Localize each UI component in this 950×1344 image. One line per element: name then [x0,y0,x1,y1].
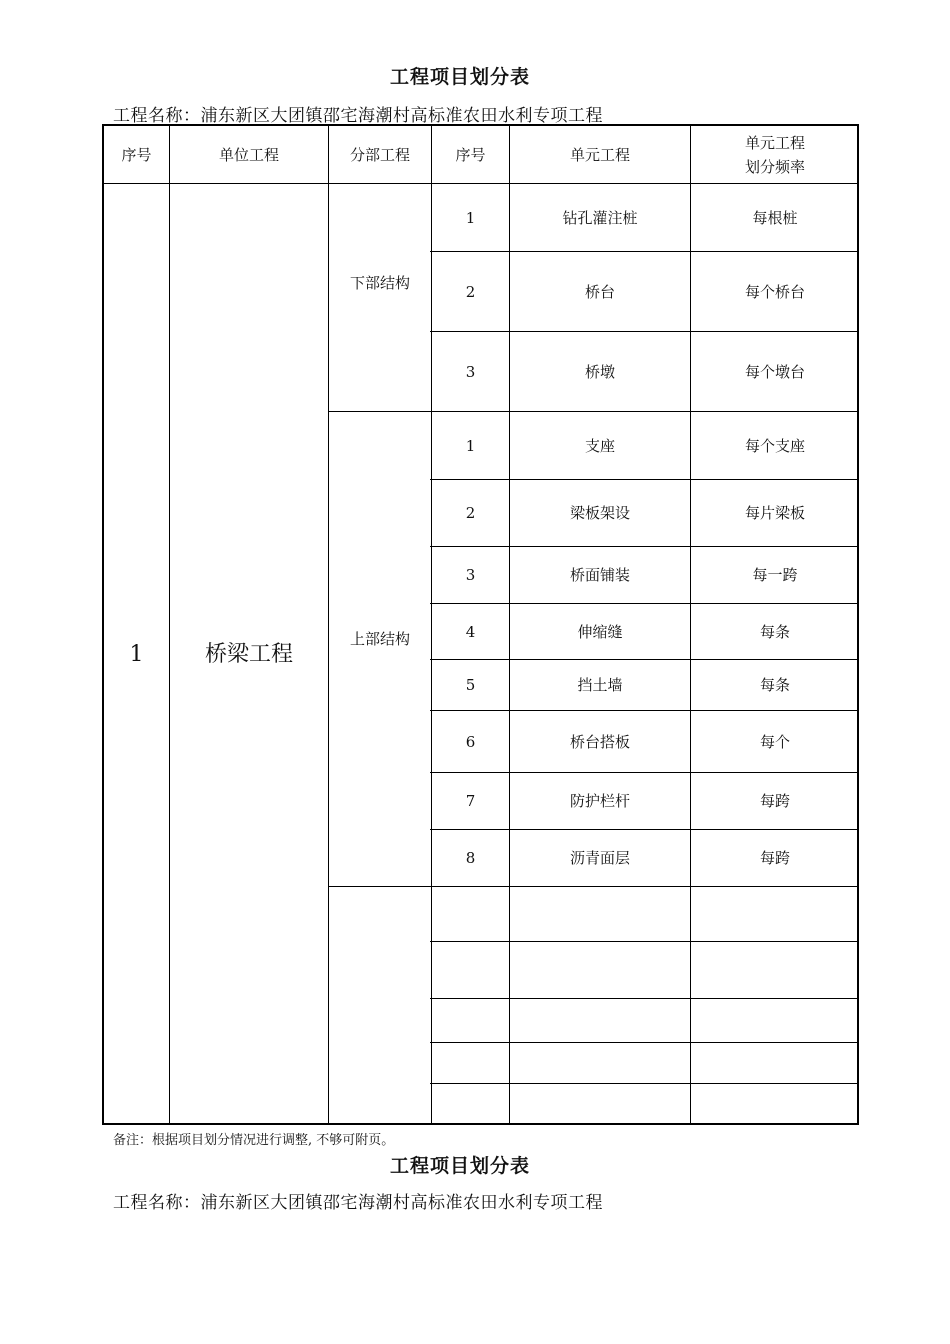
grid-line [328,411,857,412]
group-lower-structure: 下部结构 [349,274,410,292]
grid-line [430,710,857,711]
header-index-2: 序号 [455,145,486,164]
grid-line [690,126,691,1123]
grid-line [430,941,857,942]
table-note: 备注：根据项目划分情况进行调整, 不够可附页。 [113,1133,395,1148]
row-element: 梁板架设 [569,504,630,522]
row-frequency: 每个墩台 [744,362,805,381]
grid-line [430,331,857,332]
row-element: 桥台搭板 [569,732,630,751]
row-element: 桥面铺装 [569,566,630,584]
header-unit-project: 单位工程 [218,145,279,164]
grid-line [430,1083,857,1084]
header-frequency-line1: 单元工程 [744,133,805,152]
project-name: 工程名称：浦东新区大团镇邵宅海潮村高标准农田水利专项工程 [113,106,603,126]
page-title-2: 工程项目划分表 [389,1155,530,1177]
row-no: 1 [465,436,476,455]
row-no: 5 [465,676,476,694]
row-element: 钻孔灌注桩 [562,208,638,227]
row-frequency: 每条 [759,622,790,641]
grid-line [104,183,857,184]
row-frequency: 每跨 [759,849,790,867]
row-no: 2 [465,504,476,522]
row-frequency: 每跨 [759,792,790,810]
unit-name: 桥梁工程 [204,641,293,667]
row-element: 沥青面层 [569,849,630,867]
project-name-2: 工程名称：浦东新区大团镇邵宅海潮村高标准农田水利专项工程 [113,1193,603,1213]
grid-line [430,251,857,252]
header-frequency-line2: 划分频率 [744,157,805,176]
header-frequency [691,126,859,183]
row-no: 7 [465,792,476,810]
row-no: 2 [465,282,476,301]
row-no: 8 [465,849,476,867]
row-element: 桥墩 [584,362,615,381]
row-no: 3 [465,362,476,381]
grid-line [430,1042,857,1043]
row-element: 防护栏杆 [569,792,630,810]
row-frequency: 每个支座 [744,436,805,455]
row-frequency: 每根桩 [752,208,798,227]
grid-line [430,772,857,773]
row-frequency: 每个桥台 [744,282,805,301]
row-no: 1 [465,208,476,227]
grid-line [430,659,857,660]
unit-index: 1 [129,641,144,667]
division-table [102,124,859,1125]
grid-line [328,886,857,887]
grid-line [431,126,432,1123]
row-frequency: 每个 [759,732,790,751]
grid-line [430,603,857,604]
grid-line [430,546,857,547]
group-upper-structure: 上部结构 [349,630,410,648]
row-element: 伸缩缝 [577,622,623,641]
header-sub-project: 分部工程 [349,145,410,164]
row-frequency: 每条 [759,676,790,694]
row-no: 4 [465,622,476,641]
row-element: 桥台 [584,282,615,301]
grid-line [430,829,857,830]
row-element: 挡土墙 [577,676,623,694]
header-element-project: 单元工程 [569,145,630,164]
row-frequency: 每片梁板 [744,504,805,522]
row-frequency: 每一跨 [752,566,798,584]
row-element: 支座 [584,436,615,455]
grid-line [430,998,857,999]
grid-line [430,479,857,480]
grid-line [328,126,329,1123]
grid-line [509,126,510,1123]
row-no: 6 [465,732,476,751]
page-title: 工程项目划分表 [389,66,530,88]
header-index: 序号 [121,145,152,164]
grid-line [169,126,170,1123]
row-no: 3 [465,566,476,584]
